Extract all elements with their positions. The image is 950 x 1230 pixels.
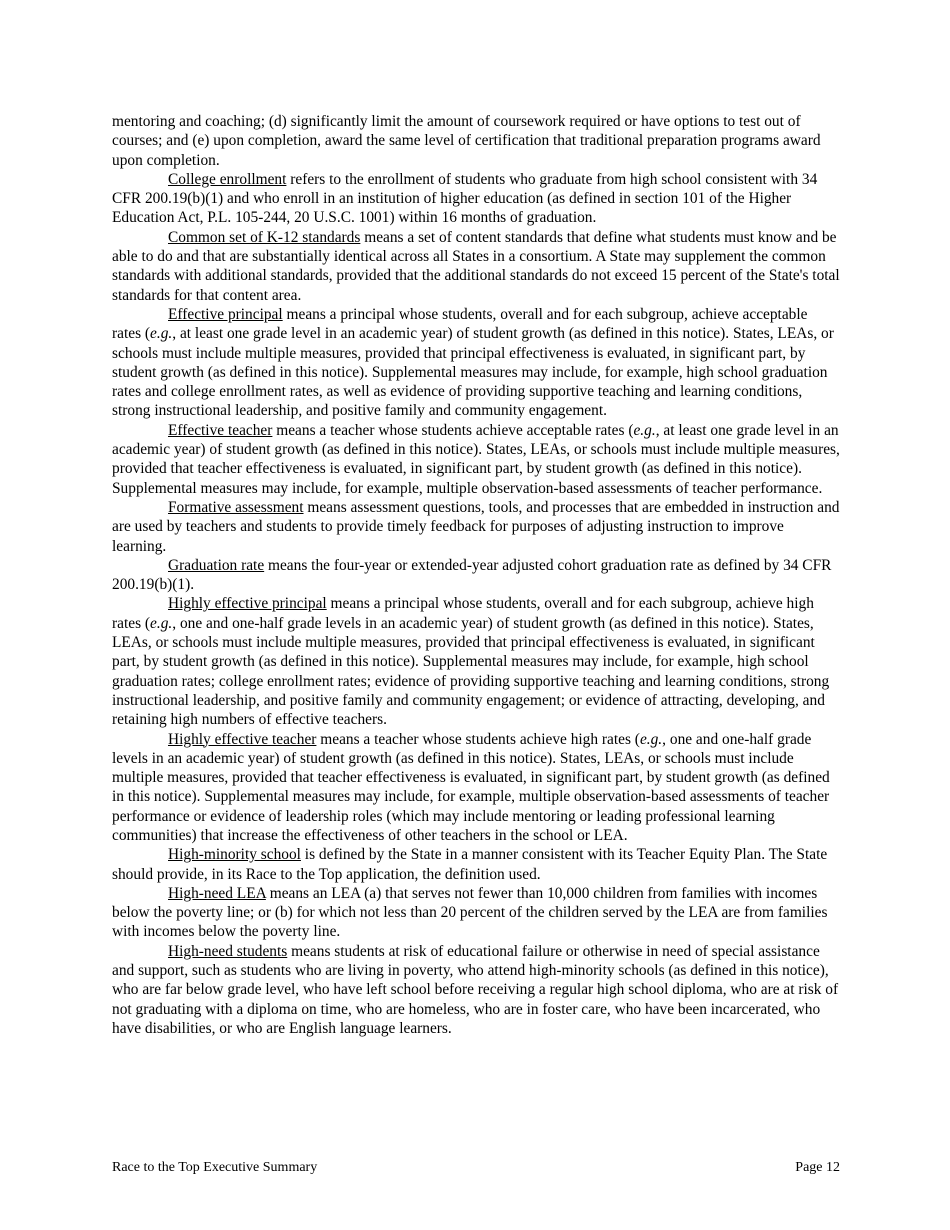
defined-term: Common set of K-12 standards xyxy=(168,228,361,246)
definition-formative-assessment xyxy=(112,498,840,556)
definition-text: means students at risk of educational failure or otherwise in need of special assistance and support, such as students who are living in poverty, who attend high-minority schools (as defined in this notice), who are far below grade level, who have left school before receiving a regular high school diploma, who are at risk of not graduating with a diploma on time, who are homeless, who are in foster care, who have been incarcerated, who have disabilities, or who are English language learners. xyxy=(112,942,839,1037)
definition-text: refers to the enrollment of students who graduate from high school consistent with 34 CFR 200.19(b)(1) and who enroll in an institution of higher education (as defined in section 101 of the Higher Education Act, P.L. 105-244, 20 U.S.C. 1001) within 16 months of graduation. xyxy=(112,170,818,227)
defined-term: High-need students xyxy=(168,942,288,960)
definition-text: means a set of content standards that define what students must know and be able to do and that are substantially identical across all States in a consortium. A State may supplement the common standards with additional standards, provided that the additional standards do not exceed 15 percent of the State's total standards for that content area. xyxy=(112,228,840,304)
defined-term: Highly effective teacher xyxy=(168,730,317,748)
defined-term: Highly effective principal xyxy=(168,595,327,613)
definition-text: means a principal whose students, overall and for each subgroup, achieve acceptable rates (e.g., at least one grade level in an academic year) of student growth (as defined in this notice). States, LEAs, or schools must include multiple measures, provided that principal effectiveness is evaluated, in significant part, by student growth (as defined in this notice). Supplemental measures may include, for example, high school graduation rates and college enrollment rates, as well as evidence of providing supportive teaching and learning conditions, strong instructional leadership, and positive family and community engagement. xyxy=(112,305,834,420)
definition-graduation-rate xyxy=(112,556,840,595)
abbreviation-eg: e.g. xyxy=(150,325,173,343)
definition-high-minority-school xyxy=(112,845,840,884)
definition-text: is defined by the State in a manner consistent with its Teacher Equity Plan. The State should provide, in its Race to the Top application, the definition used. xyxy=(112,846,828,883)
defined-term: High-minority school xyxy=(168,846,301,864)
defined-term: Effective teacher xyxy=(168,421,273,439)
definition-text: means a teacher whose students achieve high rates (e.g., one and one-half grade levels in an academic year) of student growth (as defined in this notice). States, LEAs, or schools must include multiple measures, provided that teacher effectiveness is evaluated, in significant part, by student growth (as defined in this notice). Supplemental measures may include, for example, multiple observation-based assessments of teacher performance or evidence of leadership roles (which may include mentoring or leading professional learning communities) that increase the effectiveness of other teachers in the school or LEA. xyxy=(112,730,830,844)
paragraph-continuation xyxy=(112,112,840,170)
abbreviation-eg: e.g. xyxy=(150,614,173,632)
paragraph-text: mentoring and coaching; (d) significantly limit the amount of coursework required or have options to test out of courses; and (e) upon completion, award the same level of certification that traditional preparation programs award upon completion. xyxy=(112,113,821,169)
definition-effective-teacher xyxy=(112,421,840,498)
defined-term: High-need LEA xyxy=(168,884,266,902)
footer-title: Race to the Top Executive Summary xyxy=(112,1160,318,1175)
defined-term: Formative assessment xyxy=(168,498,304,516)
abbreviation-eg: e.g. xyxy=(639,730,663,748)
definition-high-need-students xyxy=(112,942,840,1038)
definition-college-enrollment xyxy=(112,170,840,228)
definition-text: means assessment questions, tools, and processes that are embedded in instruction and are used by teachers and students to provide timely feedback for purposes of adjusting instruction to improve learning. xyxy=(112,498,840,555)
definition-high-need-lea xyxy=(112,884,840,942)
document-body xyxy=(112,112,840,1038)
defined-term: Graduation rate xyxy=(168,556,265,574)
definition-text: means a principal whose students, overall and for each subgroup, achieve high rates (e.g., one and one-half grade levels in an academic year) of student growth (as defined in this notice). States, LEAs, or schools must include multiple measures, provided that principal effectiveness is evaluated, in significant part, by student growth (as defined in this notice). Supplemental measures may include, for example, high school graduation rates; college enrollment rates; evidence of providing supportive teaching and learning conditions, strong instructional leadership, and positive family and community engagement; or evidence of attracting, developing, and retaining high numbers of effective teachers. xyxy=(112,595,830,729)
definition-text: means the four-year or extended-year adjusted cohort graduation rate as defined by 34 CFR 200.19(b)(1). xyxy=(112,556,832,594)
definition-effective-principal xyxy=(112,305,840,421)
definition-highly-effective-principal xyxy=(112,594,840,729)
defined-term: College enrollment xyxy=(168,170,287,188)
page-number: Page 12 xyxy=(795,1160,840,1175)
definition-highly-effective-teacher xyxy=(112,730,840,846)
definition-common-standards xyxy=(112,228,840,305)
definition-text: means an LEA (a) that serves not fewer than 10,000 children from families with incomes below the poverty line; or (b) for which not less than 20 percent of the children served by the LEA are from families with incomes below the poverty line. xyxy=(112,884,828,941)
definition-text: means a teacher whose students achieve acceptable rates (e.g., at least one grade level in an academic year) of student growth (as defined in this notice). States, LEAs, or schools must include multiple measures, provided that teacher effectiveness is evaluated, in significant part, by student growth (as defined in this notice). Supplemental measures may include, for example, multiple observation-based assessments of teacher performance. xyxy=(112,421,840,497)
defined-term: Effective principal xyxy=(168,305,283,323)
abbreviation-eg: e.g. xyxy=(633,421,656,439)
